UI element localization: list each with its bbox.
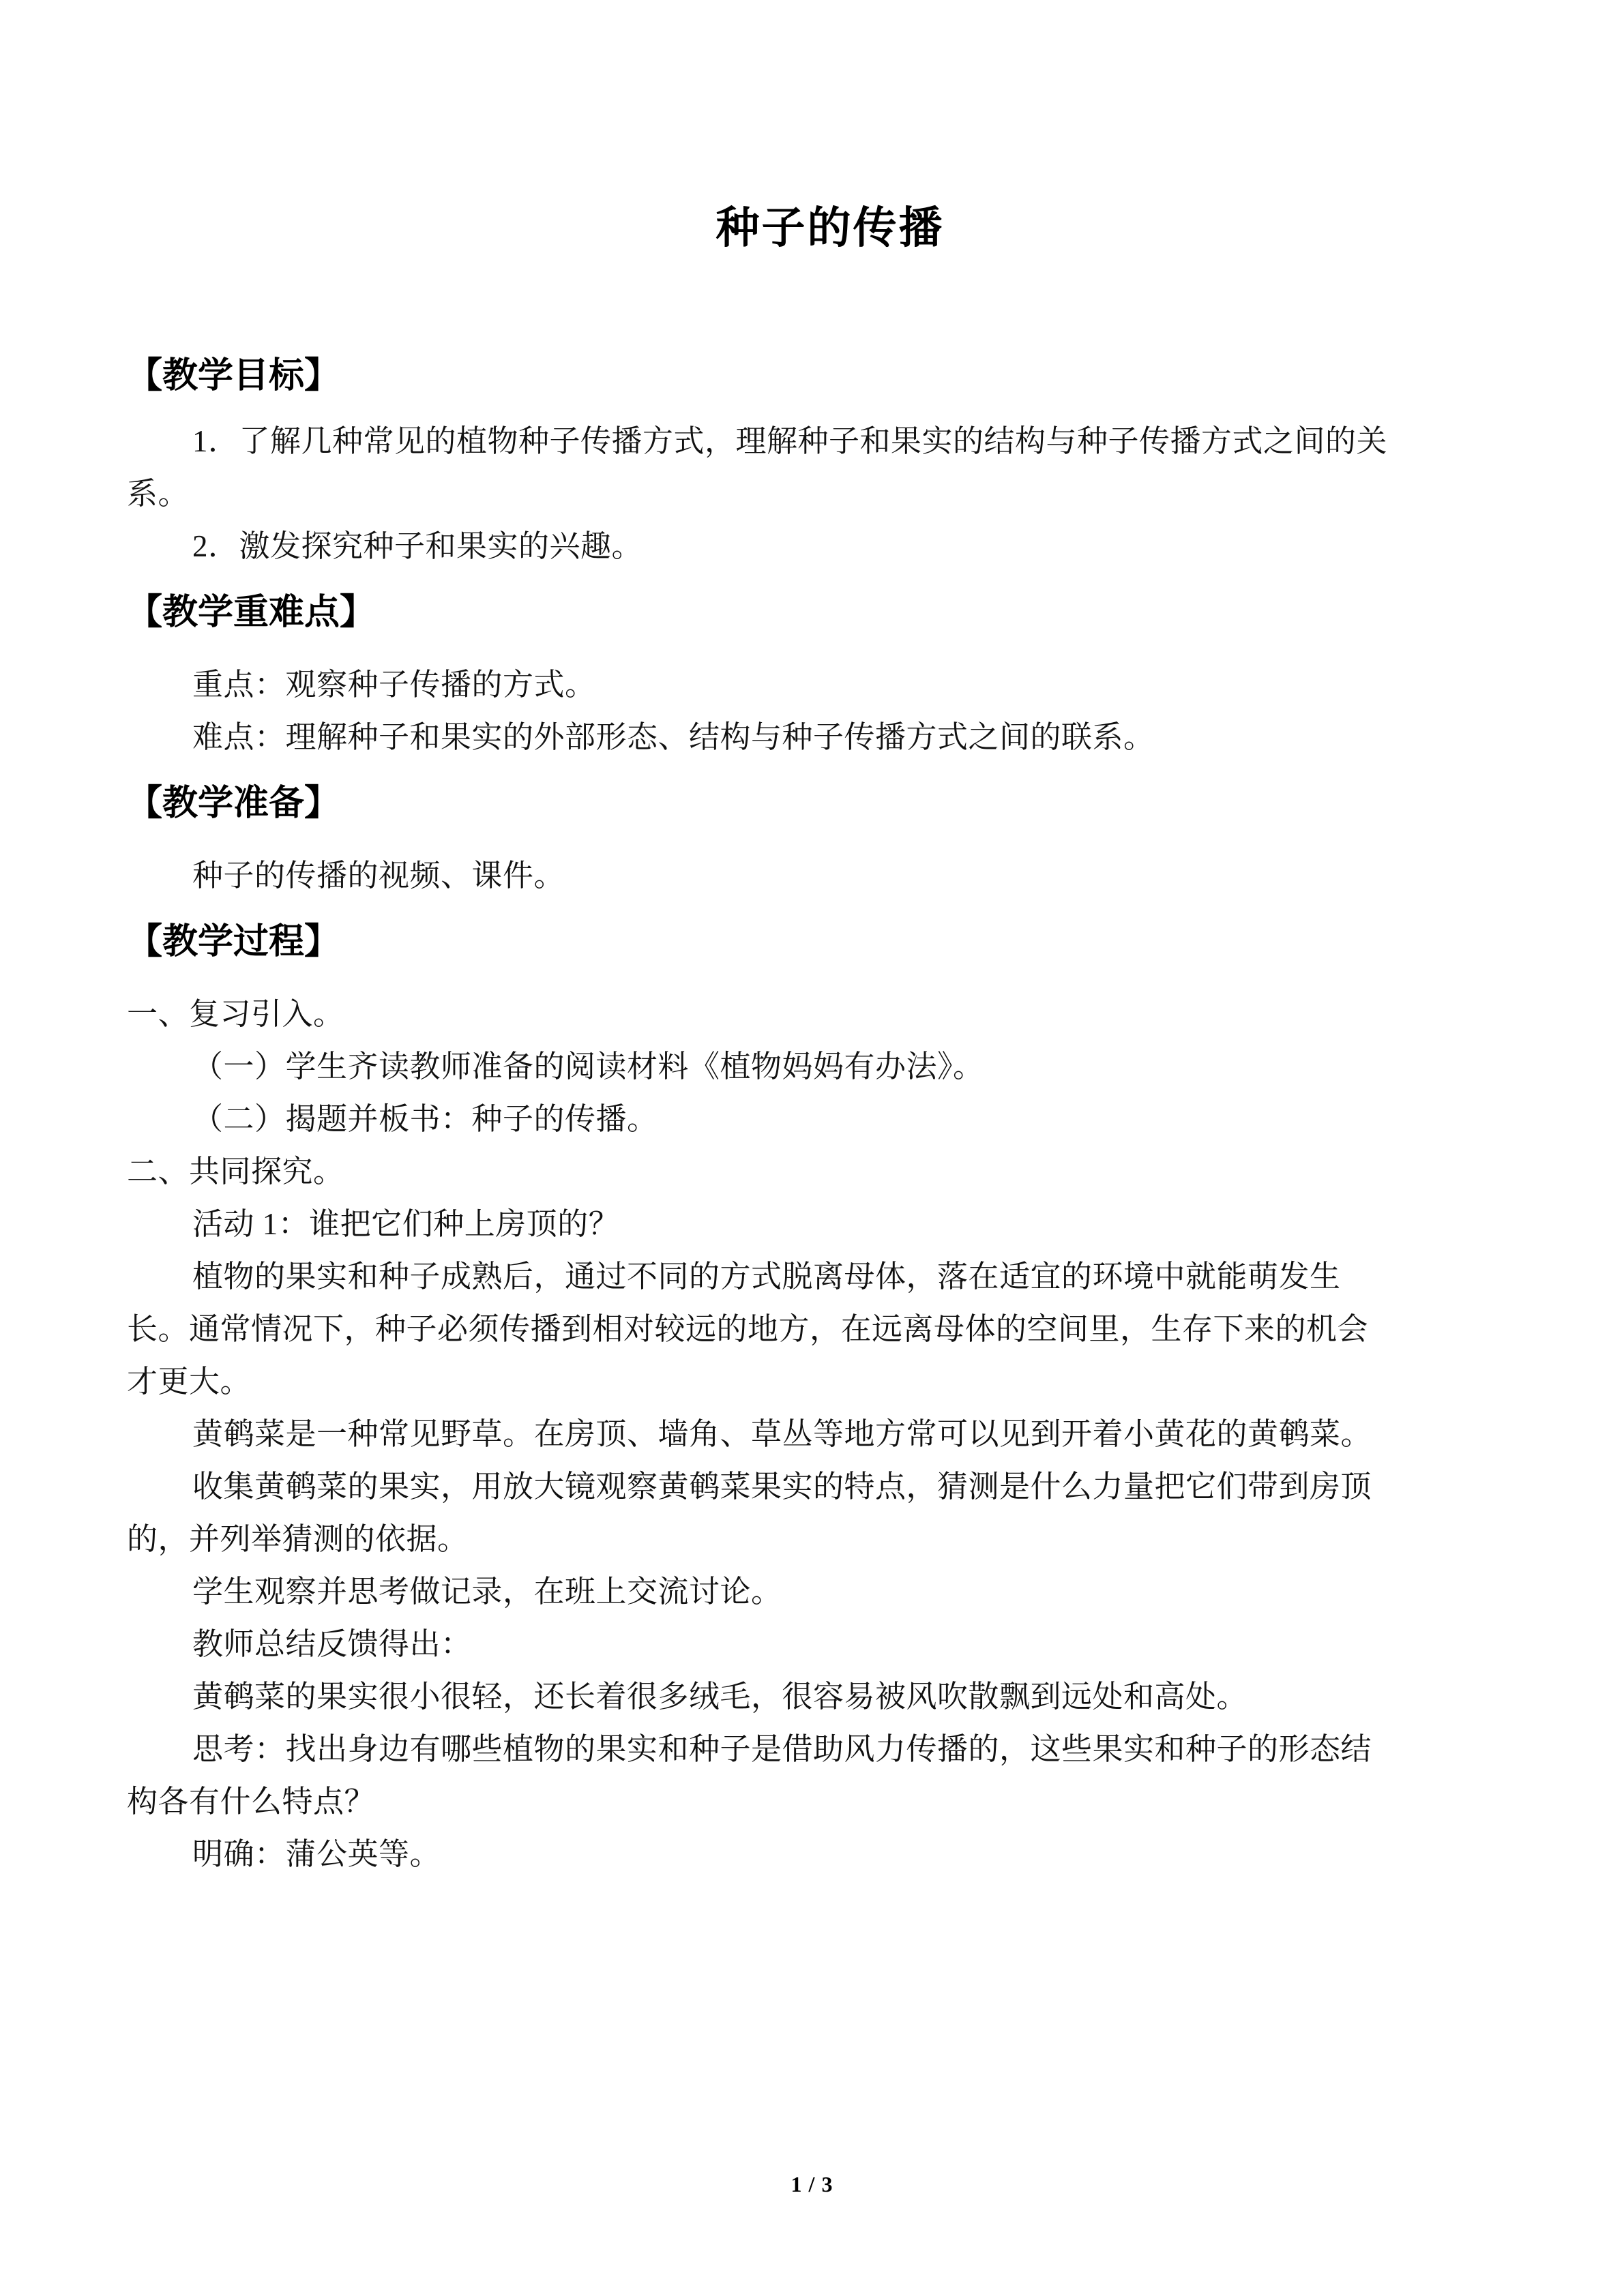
text-line-slot [127, 1345, 1533, 1397]
text-line-slot [127, 1712, 1533, 1765]
process-line-joint-inquiry: 二、共同探究。 [127, 1154, 344, 1189]
text-line-slot [127, 1240, 1533, 1292]
section-heading-slot [127, 902, 1533, 959]
text-line-slot [127, 1660, 1533, 1712]
process-line-think-a: 思考：找出身边有哪些植物的果实和种子是借助风力传播的，这些果实和种子的形态结 [192, 1731, 1372, 1766]
process-line-step-1: （一）学生齐读教师准备的阅读材料《植物妈妈有办法》。 [192, 1049, 984, 1084]
section-heading-slot [127, 764, 1533, 821]
text-line-slot [127, 1502, 1533, 1555]
text-line-slot [127, 509, 1533, 562]
preparation-line: 种子的传播的视频、课件。 [192, 858, 565, 893]
section-heading-process: 【教学过程】 [127, 921, 340, 961]
text-line-slot [127, 1397, 1533, 1450]
objective-line-1a: 1．了解几种常见的植物种子传播方式，理解种子和果实的结构与种子传播方式之间的关 [192, 423, 1388, 458]
process-line-collect-a: 收集黄鹌菜的果实，用放大镜观察黄鹌菜果实的特点，猜测是什么力量把它们带到房顶 [192, 1469, 1372, 1504]
process-line-para1-b: 长。通常情况下，种子必须传播到相对较远的地方，在远离母体的空间里，生存下来的机会 [127, 1311, 1369, 1346]
text-line-slot [127, 648, 1533, 700]
page-number-footer: 1 / 3 [791, 2172, 833, 2196]
text-line-slot [127, 1292, 1533, 1345]
text-line-slot [127, 1082, 1533, 1135]
section-heading-preparation: 【教学准备】 [127, 783, 340, 823]
section-heading-objectives: 【教学目标】 [127, 355, 340, 396]
page-title: 种子的传播 [715, 203, 945, 252]
difficult-point-line: 难点：理解种子和果实的外部形态、结构与种子传播方式之间的联系。 [192, 719, 1155, 754]
text-line-slot [127, 1030, 1533, 1082]
objective-line-1b: 系。 [127, 476, 190, 511]
section-teaching-process [127, 902, 1533, 1870]
process-line-para1-c: 才更大。 [127, 1364, 252, 1399]
text-line-slot [127, 457, 1533, 509]
document-body [127, 0, 1533, 1870]
text-line-slot [127, 404, 1533, 457]
text-line-slot [127, 1555, 1533, 1607]
text-line-slot [127, 1187, 1533, 1240]
process-line-activity-1: 活动 1：谁把它们种上房顶的？ [192, 1206, 620, 1241]
section-heading-key-points: 【教学重难点】 [127, 592, 376, 632]
text-line-slot [127, 1817, 1533, 1870]
text-line-slot [127, 1135, 1533, 1187]
process-line-step-2: （二）揭题并板书：种子的传播。 [192, 1101, 658, 1136]
key-point-line: 重点：观察种子传播的方式。 [192, 667, 596, 702]
process-line-teacher-summary-content: 黄鹌菜的果实很小很轻，还长着很多绒毛，很容易被风吹散飘到远处和高处。 [192, 1679, 1248, 1714]
text-line-slot [127, 1765, 1533, 1817]
text-line-slot [127, 839, 1533, 891]
text-line-slot [127, 700, 1533, 753]
process-line-review-intro: 一、复习引入。 [127, 996, 344, 1031]
section-heading-slot [127, 573, 1533, 630]
text-line-slot [127, 1607, 1533, 1660]
section-key-difficult-points [127, 573, 1533, 753]
process-line-answer: 明确：蒲公英等。 [192, 1836, 441, 1871]
process-line-student-observe: 学生观察并思考做记录，在班上交流讨论。 [192, 1574, 782, 1609]
objective-line-2: 2．激发探究种子和果实的兴趣。 [192, 528, 643, 563]
title-spacer [127, 254, 1533, 336]
process-line-huangancai-intro: 黄鹌菜是一种常见野草。在房顶、墙角、草丛等地方常可以见到开着小黄花的黄鹌菜。 [192, 1416, 1372, 1451]
section-teaching-preparation [127, 764, 1533, 891]
section-teaching-objectives [127, 336, 1533, 562]
process-line-para1-a: 植物的果实和种子成熟后，通过不同的方式脱离母体，落在适宜的环境中就能萌发生 [192, 1259, 1341, 1294]
process-line-think-b: 构各有什么特点？ [127, 1784, 376, 1819]
text-line-slot [127, 977, 1533, 1030]
text-line-slot [127, 1450, 1533, 1502]
section-heading-slot [127, 336, 1533, 396]
process-line-collect-b: 的，并列举猜测的依据。 [127, 1521, 469, 1556]
process-line-teacher-summary-label: 教师总结反馈得出： [192, 1626, 472, 1661]
